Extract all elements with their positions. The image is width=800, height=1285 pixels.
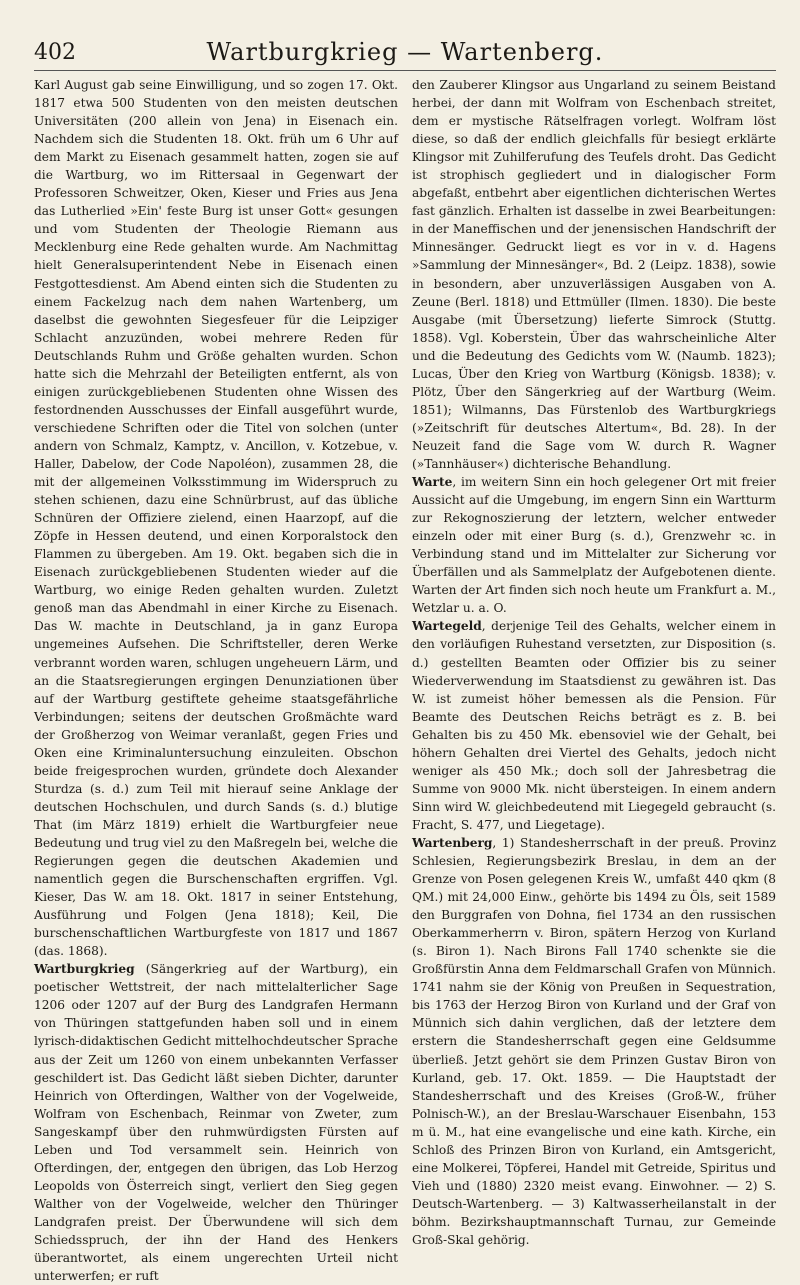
entry-text: , 1) Standesherrschaft in der preuß. Provinz Schlesien, Regierungsbezirk Breslau, in dem an der Grenze von Posen gelegenen Kreis W., umfaßt 440 qkm (8 QM.) mit 24,000 Einw., gehörte bis 1494 zu Öls, seit 1589 den Burggrafen von Dohna, fiel 1734 an den russischen Oberkammerherrn v. Biron, spätern Herzog von Kurland (s. Biron 1). Nach Birons Fall 1740 schenkte sie die Großfürstin Anna dem Feldmarschall Grafen von Münnich. 1741 nahm sie der König von Preußen in Sequestration, bis 1763 der Herzog Biron von Kurland und der Graf von Münnich sich dahin verglichen, daß der letztere dem erstern die Standesherrschaft gegen eine Geldsumme überließ. Jetzt gehört sie dem Prinzen Gustav Biron von Kurland, geb. 17. Okt. 1859. — Die Hauptstadt der Standesherrschaft und des Kreises (Groß-W., früher Polnisch-W.), an der Breslau-Warschauer Eisenbahn, 153 m ü. M., hat eine evangelische und eine kath. Kirche, ein Schloß des Prinzen Biron von Kurland, ein Amtsgericht, eine Molkerei, Töpferei, Handel mit Getreide, Spiritus und Vieh und (1880) 2320 meist evang. Einwohner. — 2) S. Deutsch-Wartenberg. — 3) Kaltwasserheilanstalt in der böhm. Bezirkshauptmannschaft Turnau, zur Gemeinde Groß-Skal gehörig. [412,835,776,1247]
entry-headword: Wartburgkrieg [34,962,135,977]
right-column [412,76,776,1285]
entry-headword: Wartenberg [412,835,493,850]
entry-wartenberg [412,834,776,1249]
entry-headword: Wartegeld [412,619,482,634]
page-header [34,30,776,71]
text-columns [34,76,776,1285]
entry-wartegeld [412,617,776,834]
entry-text: den Zauberer Klingsor aus Ungarland zu seinem Beistand herbei, der dann mit Wolfram von Eschenbach streitet, dem er mystische Rätselfragen vorlegt. Wolfram löst diese, so daß der endlich gleichfalls für besiegt erklärte Klingsor mit Zuhilferufung des Teufels droht. Das Gedicht ist strophisch gegliedert und in dialogischer Form abgefaßt, entbehrt aber eigentlichen dichterischen Wertes fast gänzlich. Erhalten ist dasselbe in zwei Bearbeitungen: in der Maneffischen und der jenensischen Handschrift der Minnesänger. Gedruckt liegt es vor in v. d. Hagens »Sammlung der Minnesänger«, Bd. 2 (Leipz. 1838), sowie in besondern, aber unzuverlässigen Ausgaben von A. Zeune (Berl. 1818) und Ettmüller (Ilmen. 1830). Die beste Ausgabe (mit Übersetzung) lieferte Simrock (Stuttg. 1858). Vgl. Koberstein, Über das wahrscheinliche Alter und die Bedeutung des Gedichts vom W. (Naumb. 1823); Lucas, Über den Krieg von Wartburg (Königsb. 1838); v. Plötz, Über den Sängerkrieg auf der Wartburg (Weim. 1851); Wilmanns, Das Fürstenlob des Wartburgkriegs (»Zeitschrift für deutsches Altertum«, Bd. 28). In der Neuzeit fand die Sage vom W. durch R. Wagner (»Tannhäuser«) dichterische Behandlung. [412,78,776,471]
page-number: 402 [34,40,76,65]
left-column [34,76,398,1285]
entry-text: , im weitern Sinn ein hoch gelegener Ort mit freier Aussicht auf die Umgebung, im engern Sinn ein Wartturm zur Rekognoszierung der letztern, welcher entweder einzeln oder mit einer Burg (s. d.), Grenzwehr ꝛc. in Verbindung stand und im Mittelalter zur Sicherung vor Überfällen und als Sammelplatz der Aufgebotenen diente. Warten der Art finden sich noch heute um Frankfurt a. M., Wetzlar u. a. O. [412,475,776,616]
running-head: Wartburgkrieg — Wartenberg. [206,38,604,66]
entry-wartburgkrieg [34,960,398,1285]
entry-continuation [412,76,776,473]
entry-warte [412,473,776,617]
entry-text: , derjenige Teil des Gehalts, welcher einem in den vorläufigen Ruhestand versetzten, zur Disposition (s. d.) gestellten Beamten oder Offizier bis zu seiner Wiederverwendung im Staatsdienst zu gewähren ist. Das W. ist zumeist höher bemessen als die Pension. Für Beamte des Deutschen Reichs beträgt es z. B. bei Gehalten bis zu 450 Mk. ebensoviel wie der Gehalt, bei höhern Gehalten drei Viertel des Gehalts, jedoch nicht weniger als 450 Mk.; doch soll der Jahresbetrag die Summe von 9000 Mk. nicht übersteigen. In einem andern Sinn wird W. gleichbedeutend mit Liegegeld gebraucht (s. Fracht, S. 477, und Liegetage). [412,619,776,832]
entry-continuation [34,76,398,960]
entry-text: Karl August gab seine Einwilligung, und so zogen 17. Okt. 1817 etwa 500 Studenten von den meisten deutschen Universitäten (200 allein von Jena) in Eisenach ein. Nachdem sich die Studenten 18. Okt. früh um 6 Uhr auf dem Markt zu Eisenach gesammelt hatten, zogen sie auf die Wartburg, wo im Rittersaal in Gegenwart der Professoren Schweitzer, Oken, Kieser und Fries aus Jena das Lutherlied »Ein' feste Burg ist unser Gott« gesungen und vom Studenten der Theologie Riemann aus Mecklenburg eine Rede gehalten wurde. Am Nachmittag hielt Generalsuperintendent Nebe in Eisenach einen Festgottesdienst. Am Abend einten sich die Studenten zu einem Fackelzug nach dem nahen Wartenberg, um daselbst die gewohnten Siegesfeuer für die Leipziger Schlacht anzuzünden, wobei mehrere Reden für Deutschlands Ruhm und Größe gehalten wurden. Schon hatte sich die Mehrzahl der Beteiligten entfernt, als von einigen zurückgebliebenen Studenten ohne Wissen des festordnenden Ausschusses der Einfall ausgeführt wurde, verschiedene Schriften oder die Titel von solchen (unter andern von Schmalz, Kamptz, v. Ancillon, v. Kotzebue, v. Haller, Dabelow, der Code Napoléon), zusammen 28, die mit der allgemeinen Volksstimmung im Widerspruch zu stehen schienen, dazu eine Schnürbrust, auf das übliche Schnüren der Offiziere zielend, einen Haarzopf, auf die Zöpfe in Hessen deutend, und einen Korporalstock den Flammen zu übergeben. Am 19. Okt. begaben sich die in Eisenach zurückgebliebenen Studenten wieder auf die Wartburg, wo einige Reden gehalten wurden. Zuletzt genoß man das Abendmahl in einer Kirche zu Eisenach. Das W. machte in Deutschland, ja in ganz Europa ungemeines Aufsehen. Die Schriftsteller, deren Werke verbrannt worden waren, schlugen ungeheuern Lärm, und an die Staatsregierungen ergingen Denunziationen über auf der Wartburg gestiftete geheime staatsgefährliche Verbindungen; seitens der deutschen Großmächte ward der Großherzog von Weimar veranlaßt, gegen Fries und Oken eine Kriminaluntersuchung einzuleiten. Obschon beide freigesprochen wurden, gründete doch Alexander Sturdza (s. d.) zum Teil mit hierauf seine Anklage der deutschen Hochschulen, und durch Sands (s. d.) blutige That (im März 1819) erhielt die Wartburgfeier neue Bedeutung und trug viel zu den Maßregeln bei, welche die Regierungen gegen die deutschen Akademien und namentlich gegen die Burschenschaften ergriffen. Vgl. Kieser, Das W. am 18. Okt. 1817 in seiner Entstehung, Ausführung und Folgen (Jena 1818); Keil, Die burschenschaftlichen Wartburgfeste von 1817 und 1867 (das. 1868). [34,78,399,959]
entry-text: (Sängerkrieg auf der Wartburg), ein poetischer Wettstreit, der nach mittelalterlicher Sage 1206 oder 1207 auf der Burg des Landgrafen Hermann von Thüringen stattgefunden haben soll und in einem lyrisch-didaktischen Gedicht mittelhochdeutscher Sprache aus der Zeit um 1260 von einem unbekannten Verfasser geschildert ist. Das Gedicht läßt sieben Dichter, darunter Heinrich von Ofterdingen, Walther von der Vogelweide, Wolfram von Eschenbach, Reinmar von Zweter, zum Sangeskampf über den ruhmwürdigsten Fürsten auf Leben und Tod versammelt sein. Heinrich von Ofterdingen, der, entgegen den übrigen, das Lob Herzog Leopolds von Österreich singt, verliert den Sieg gegen Walther von der Vogelweide, welcher den Thüringer Landgrafen preist. Der Überwundene will sich dem Schiedsspruch, der ihn der Hand des Henkers überantwortet, als einem ungerechten Urteil nicht unterwerfen; er ruft [34,962,398,1284]
entry-headword: Warte [412,475,453,490]
